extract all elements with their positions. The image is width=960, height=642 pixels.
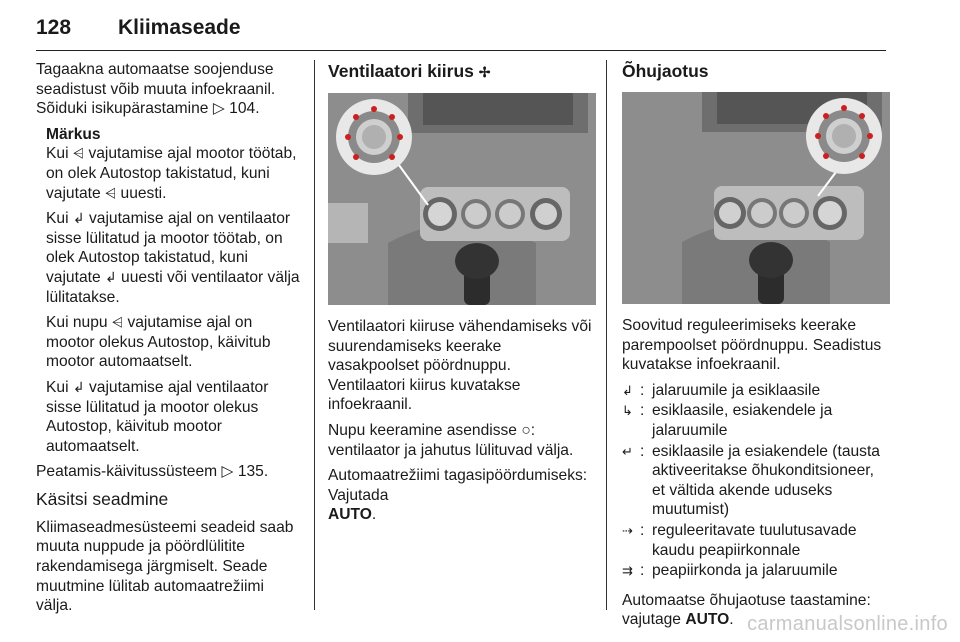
stop-start-reference: Peatamis-käivitussüsteem ▷ 135. xyxy=(36,463,269,481)
air-distribution-heading: Õhujaotus xyxy=(622,61,709,81)
column-divider xyxy=(314,60,315,610)
rear-defrost-icon: ⩤ xyxy=(111,314,124,331)
list-item: ⇉ : peapiirkonda ja jalaruumile xyxy=(622,562,838,580)
page-header xyxy=(36,14,886,51)
list-item: ↵ : esiklaasile ja esiakendele (tausta aktiveeritakse õhukonditsioneer, et vältida akende uduseks muutumist) xyxy=(622,442,880,519)
fan-speed-paragraph: Ventilaatori kiiruse vähendamiseks või suurendamiseks keerake vasakpoolset pöördnuppu. Ventilaatori kiirus kuvatakse infoekraanil. xyxy=(328,318,592,414)
note-title: Märkus xyxy=(46,125,101,143)
fan-speed-heading: Ventilaatori kiirus ✢ xyxy=(328,61,491,81)
adjustable-vents-icon: ⇢ xyxy=(622,522,633,538)
note-paragraph: Kui ↲ vajutamise ajal on ventilaator sisse lülitatud ja mootor töötab, on olek Autostop takistatud, kuni vajutate ↲ uuesti või ventilaator välja lülitatakse. xyxy=(46,210,300,306)
column-divider xyxy=(606,60,607,610)
note-paragraph: Kui nupu ⩤ vajutamise ajal on mootor olekus Autostop, käivitub mootor automaatselt. xyxy=(46,314,271,371)
air-distribution-paragraph: Soovitud reguleerimiseks keerake parempoolset pöördnuppu. Seadistus kuvatakse infoekraanil. xyxy=(622,317,882,374)
list-item: ↲ : jalaruumile ja esiklaasile xyxy=(622,381,821,399)
column-left xyxy=(36,60,300,622)
list-item: ⇢ : reguleeritavate tuulutusavade kaudu peapiirkonnale xyxy=(622,521,857,559)
floor-windscreen-icon: ↲ xyxy=(622,382,633,398)
page-title: Kliimaseade xyxy=(118,16,241,39)
head-floor-icon: ⇉ xyxy=(622,563,633,579)
air-distribution-icon: ↲ xyxy=(104,268,117,285)
intro-paragraph: Tagaakna automaatse soojenduse seadistust võib muuta infoekraanil. Sõiduki isikupärastamine ▷ 104. xyxy=(36,61,276,118)
fan-off-paragraph: Nupu keeramine asendisse ○: ventilaator ja jahutus lülituvad välja. xyxy=(328,421,574,459)
fan-control-illustration xyxy=(328,93,596,305)
note-paragraph: Kui ⩤ vajutamise ajal mootor töötab, on olek Autostop takistatud, kuni vajutate ⩤ uuesti. xyxy=(46,145,297,202)
column-middle xyxy=(328,60,592,531)
windscreen-front-floor-icon: ↳ xyxy=(622,403,633,419)
manual-paragraph: Kliimaseadmesüsteemi seadeid saab muuta nuppude ja pöördlülitite rakendamisega järgmiselt. Seade muutmine lülitab automaatrežiimi välja. xyxy=(36,518,294,615)
watermark: carmanualsonline.info xyxy=(747,613,948,635)
fan-icon: ✢ xyxy=(478,64,491,80)
note-paragraph: Kui ↲ vajutamise ajal ventilaator sisse lülitatud ja mootor olekus Autostop, käivitub mootor automaatselt. xyxy=(46,378,269,455)
page-ref-icon: ▷ xyxy=(221,463,234,481)
air-distribution-icon: ↲ xyxy=(72,210,85,227)
off-position-icon: ○: xyxy=(521,421,536,439)
rear-defrost-icon: ⩤ xyxy=(104,184,117,201)
windscreen-front-windows-icon: ↵ xyxy=(622,443,633,459)
air-distribution-icon: ↲ xyxy=(72,378,85,395)
auto-mode-paragraph: Automaatrežiimi tagasipöördumiseks: Vajutada AUTO. xyxy=(328,467,588,524)
list-item: ↳ : esiklaasile, esiakendele ja jalaruumile xyxy=(622,402,833,439)
page-ref-icon: ▷ xyxy=(212,100,225,118)
note-box xyxy=(46,125,300,457)
rear-defrost-icon: ⩤ xyxy=(72,145,85,162)
auto-distribution-paragraph: Automaatse õhujaotuse taastamine: vajutage AUTO. xyxy=(622,591,871,629)
column-right xyxy=(622,60,890,636)
air-distribution-illustration xyxy=(622,92,890,304)
page-number: 128 xyxy=(36,16,72,39)
manual-heading: Käsitsi seadmine xyxy=(36,488,169,509)
distribution-modes-list xyxy=(622,381,890,581)
